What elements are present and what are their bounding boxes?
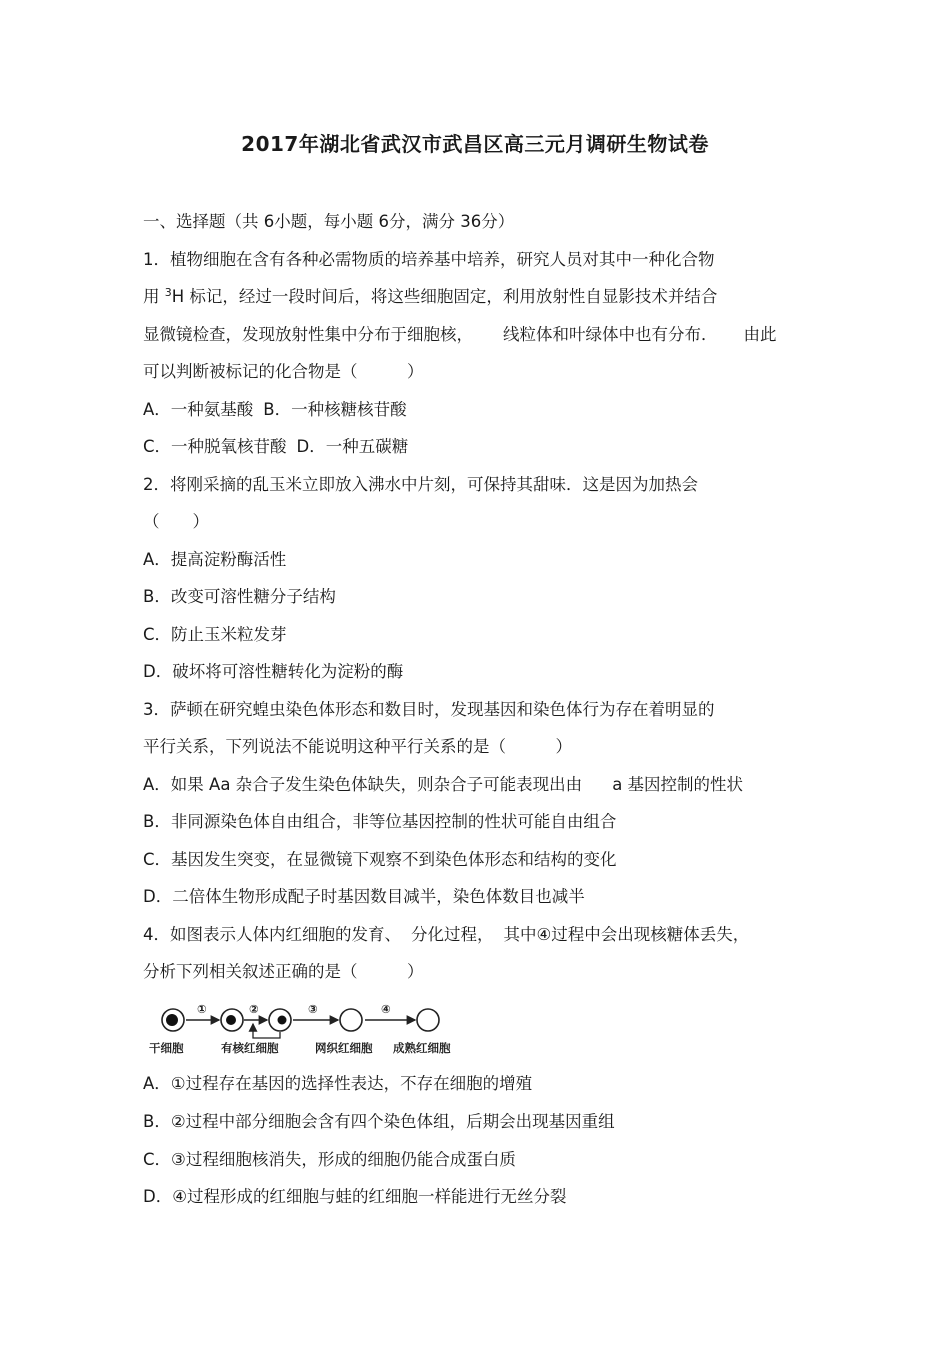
q3-option-c: C．基因发生突变，在显微镜下观察不到染色体形态和结构的变化 <box>143 850 617 869</box>
q2-option-c: C．防止玉米粒发芽 <box>143 625 287 644</box>
q2-option-a: A．提高淀粉酶活性 <box>143 550 287 569</box>
q2-option-b: B．改变可溶性糖分子结构 <box>143 587 336 606</box>
q1-text: 线粒体和叶绿体中也有分布． <box>503 325 718 344</box>
cell-label-nucleated: 有核红细胞 <box>221 1041 279 1055</box>
step-label-1: ① <box>197 1002 207 1016</box>
q4-option-c: C．③过程细胞核消失，形成的细胞仍能合成蛋白质 <box>143 1150 516 1169</box>
q1-option-d: D．一种五碳糖 <box>296 437 409 456</box>
step-label-4: ④ <box>381 1002 391 1016</box>
nucleated-rbc-icon <box>221 1009 243 1031</box>
q4-text: 4．如图表示人体内红细胞的发育、 <box>143 925 401 944</box>
q1-option-b: B．一种核糖核苷酸 <box>263 400 407 419</box>
q1-text: 由此 <box>743 325 777 344</box>
q3-stem-line1: 3．萨顿在研究蝗虫染色体形态和数目时，发现基因和染色体行为存在着明显的 <box>143 700 715 719</box>
q4-text: 分化过程， <box>411 925 494 944</box>
q1-text: 用 <box>143 287 165 306</box>
section-heading: 一、选择题（共 6小题，每小题 6分，满分 36分） <box>143 212 515 231</box>
q1-text: 显微镜检查，发现放射性集中分布于细胞核， <box>143 325 473 344</box>
q3-option-b: B．非同源染色体自由组合，非等位基因控制的性状可能自由组合 <box>143 812 617 831</box>
q3-option-d: D．二倍体生物形成配子时基因数目减半，染色体数目也减半 <box>143 887 585 906</box>
nucleated-rbc-icon-2 <box>269 1009 291 1031</box>
reticulocyte-icon <box>340 1009 362 1031</box>
page-title: 2017年湖北省武汉市武昌区高三元月调研生物试卷 <box>241 132 709 156</box>
q2-option-d: D．破坏将可溶性糖转化为淀粉的酶 <box>143 662 404 681</box>
q1-stem-line3 <box>143 324 777 346</box>
q3-option-a-text: A．如果 Aa 杂合子发生染色体缺失，则杂合子可能表现出由 <box>143 775 583 794</box>
q2-stem-line1: 2．将刚采摘的乱玉米立即放入沸水中片刻，可保持其甜味．这是因为加热会 <box>143 475 698 494</box>
cell-label-mature: 成熟红细胞 <box>393 1041 451 1055</box>
q1-option-a: A．一种氨基酸 <box>143 400 254 419</box>
q1-stem-line1: 1．植物细胞在含有各种必需物质的培养基中培养，研究人员对其中一种化合物 <box>143 250 715 269</box>
cell-label-stem: 干细胞 <box>149 1041 184 1055</box>
q2-stem-line2: （ ） <box>143 512 209 531</box>
q3-stem-line2: 平行关系，下列说法不能说明这种平行关系的是（ ） <box>143 737 572 756</box>
q3-option-a-text: a 基因控制的性状 <box>612 775 744 794</box>
q4-option-b: B．②过程中部分细胞会含有四个染色体组，后期会出现基因重组 <box>143 1112 615 1131</box>
q1-stem-line4: 可以判断被标记的化合物是（ ） <box>143 362 424 381</box>
q4-stem-line2: 分析下列相关叙述正确的是（ ） <box>143 962 424 981</box>
q4-text: 其中④过程中会出现核糖体丢失， <box>503 925 750 944</box>
step-label-2: ② <box>249 1002 259 1016</box>
q3-option-a <box>143 774 743 796</box>
red-blood-cell-development-diagram <box>145 1000 475 1062</box>
q1-options-ab <box>143 399 407 421</box>
q4-stem-line1 <box>143 924 749 946</box>
step-label-3: ③ <box>308 1002 318 1016</box>
q1-isotope-superscript: 3 <box>164 286 172 299</box>
q4-option-d: D．④过程形成的红细胞与蛙的红细胞一样能进行无丝分裂 <box>143 1187 567 1206</box>
q1-options-cd <box>143 436 408 458</box>
q1-stem-line2 <box>143 286 717 308</box>
mature-rbc-icon <box>417 1009 439 1031</box>
q1-text: H 标记，经过一段时间后，将这些细胞固定，利用放射性自显影技术并结合 <box>171 287 718 306</box>
stem-cell-icon <box>162 1009 184 1031</box>
q1-option-c: C．一种脱氧核苷酸 <box>143 437 287 456</box>
cell-label-reticulocyte: 网织红细胞 <box>315 1041 373 1055</box>
q4-option-a: A．①过程存在基因的选择性表达，不存在细胞的增殖 <box>143 1074 533 1093</box>
